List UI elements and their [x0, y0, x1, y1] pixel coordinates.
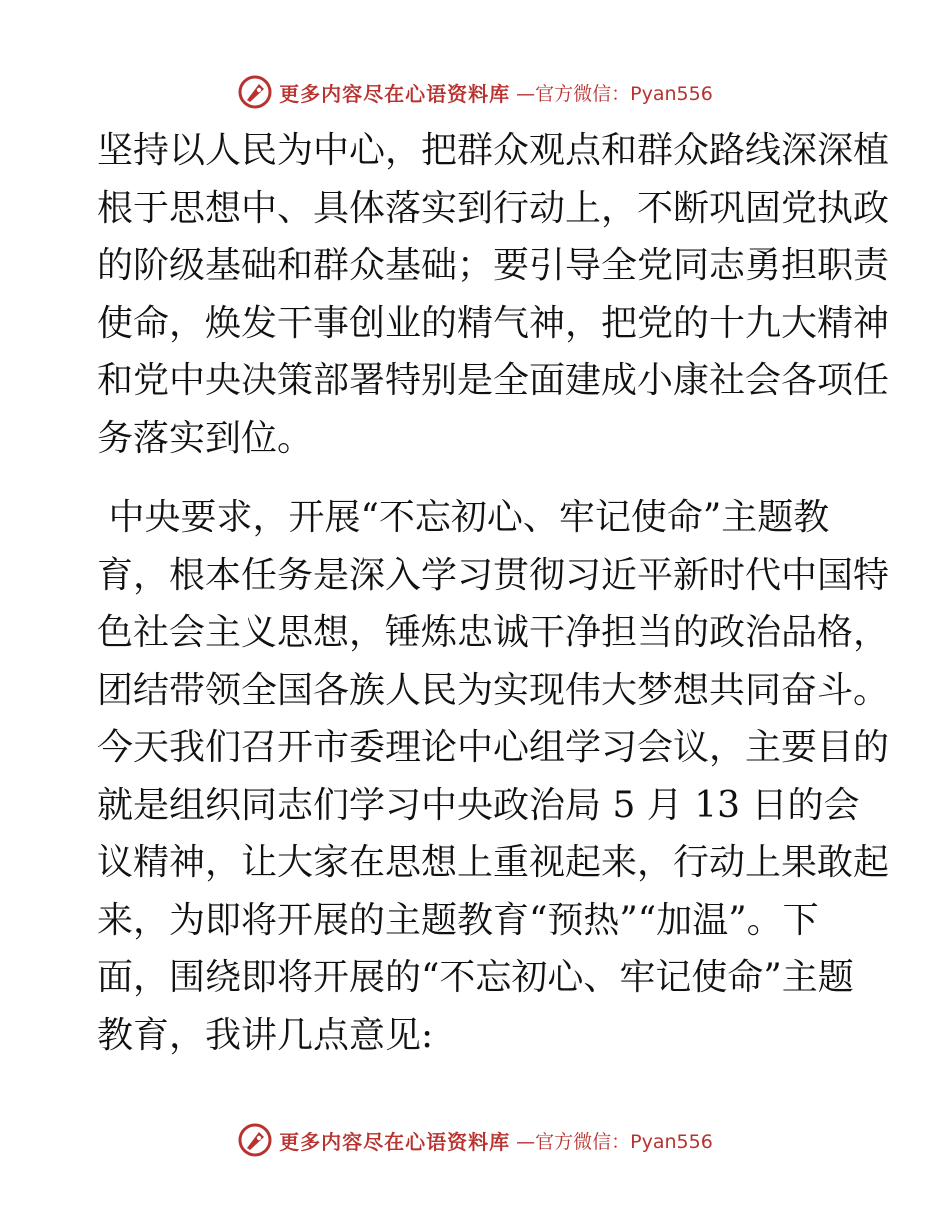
header-wechat-text: —官方微信：Pyan556 [516, 82, 713, 105]
footer-banner [0, 1120, 950, 1160]
text-line: 务落实到位。 [97, 417, 314, 459]
header-brand-text: 更多内容尽在心语资料库 [279, 81, 511, 106]
pen-nib-logo-icon [237, 74, 273, 110]
text-line: 育，根本任务是深入学习贯彻习近平新时代中国特 [97, 554, 890, 596]
text-line: 根于思想中、具体落实到行动上，不断巩固党执政 [97, 187, 890, 229]
paragraph-spacer [97, 467, 857, 489]
text-line: 就是组织同志们学习中央政治局 5 月 13 日的会 [97, 784, 860, 826]
text-line: 使命，焕发干事创业的精气神，把党的十九大精神 [97, 302, 890, 344]
text-line: 今天我们召开市委理论中心组学习会议，主要目的 [97, 727, 890, 768]
text-line: 色社会主义思想，锤炼忠诚干净担当的政治品格， [97, 612, 890, 653]
text-line: 和党中央决策部署特别是全面建成小康社会各项任 [97, 360, 890, 401]
pen-nib-logo-icon [237, 1122, 273, 1158]
text-line: 坚持以人民为中心，把群众观点和群众路线深深植 [97, 130, 890, 171]
text-line: 面，围绕即将开展的“不忘初心、牢记使命”主题 [97, 957, 854, 998]
text-line: 的阶级基础和群众基础；要引导全党同志勇担职责 [97, 245, 890, 286]
header-banner [0, 72, 950, 112]
text-line: 教育，我讲几点意见: [97, 1014, 434, 1056]
footer-wechat-text: —官方微信：Pyan556 [516, 1130, 713, 1153]
paragraph [97, 489, 890, 1064]
text-line: 团结带领全国各族人民为实现伟大梦想共同奋斗。 [97, 669, 890, 711]
document-body [97, 122, 890, 1064]
text-line: 来，为即将开展的主题教育“预热”“加温”。下 [97, 899, 819, 941]
text-line: 中央要求，开展“不忘初心、牢记使命”主题教 [97, 497, 830, 538]
paragraph [97, 122, 890, 467]
text-line: 议精神，让大家在思想上重视起来，行动上果敢起 [97, 842, 890, 883]
footer-brand-text: 更多内容尽在心语资料库 [279, 1129, 511, 1154]
